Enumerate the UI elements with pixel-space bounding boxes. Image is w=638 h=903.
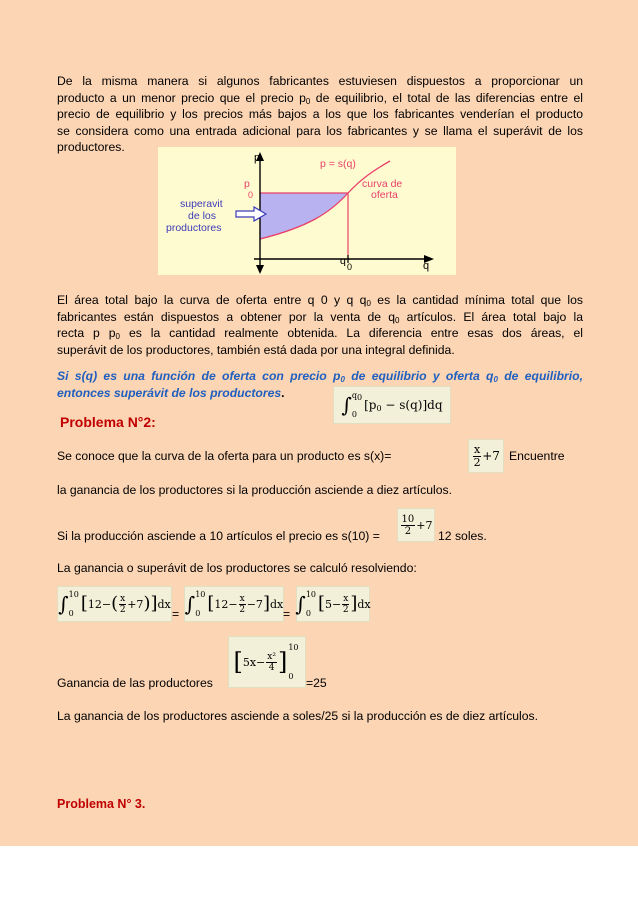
integral-sign: ∫ [341, 393, 352, 417]
area-line-3: recta p $p_0$ es la cantidad realmente obtenida. La diferencia entre esas dos áreas, el [57, 326, 583, 342]
axis-p-label: p [254, 152, 261, 164]
intro-line-1: De la misma manera si algunos fabricantes estuviesen dispuestos a proporcionar un [57, 74, 583, 88]
supply-function-formula: $\frac{x}{2}$ +7 [468, 439, 504, 473]
curve-equation-label: p = s(q) [320, 158, 356, 170]
definition-line-2: entonces superávit de los productores. [57, 385, 285, 400]
formula-limits: $q_0$ 0 [351, 391, 363, 419]
p-axis-arrow-bottom [256, 265, 264, 274]
definition-paragraph [57, 368, 583, 401]
calc-intro: La ganancia o superávit de los productores se calculó resolviendo: [57, 561, 417, 575]
region-label-1: superavit [180, 198, 223, 210]
price-formula: $\frac{10}{2}$ +7 [397, 508, 435, 542]
p0-subscript: 0 [248, 190, 254, 200]
integral-3: ∫ 10 0 [ 5− $\frac{x}{2}$ ] dx [296, 586, 370, 622]
intro-line-2: producto a un menor precio que el precio $p_0$ de equilibrio, el total de las diferencias entre el [57, 90, 583, 106]
p0-label: p [244, 178, 250, 190]
gain-value: =25 [306, 676, 327, 690]
area-line-1: El área total bajo la curva de oferta entre q 0 y q $q_0$ es la cantidad mínima total que los [57, 293, 583, 308]
integral-2: ∫ 10 0 [ 12− $\frac{x}{2}$ −7 ] dx [184, 586, 284, 622]
formula-body: $[p_0 - s(q)]dq$ [364, 398, 443, 413]
intro-paragraph [57, 73, 583, 156]
evaluation-formula: [ 5x− $\frac{\text{x²}}{4}$ ] 10 0 [228, 636, 306, 688]
curve-name-line-1: curva de [362, 178, 403, 190]
gain-label: Ganancia de las productores [57, 676, 213, 690]
integral-1: ∫ 10 0 [ 12− ( $\frac{x}{2}$ +7 ) ] dx [57, 586, 172, 622]
area-paragraph [57, 292, 583, 358]
problem-2-statement: Se conoce que la curva de la oferta para un producto es s(x)= [57, 449, 392, 463]
intro-line-4: se considera como una entrada adicional para los fabricantes y se llama el superávit de los [57, 123, 583, 138]
curve-name-line-2: oferta [371, 189, 398, 201]
problem-3-title: Problema N° 3. [57, 797, 146, 811]
surplus-region [260, 193, 348, 239]
supply-curve-figure [158, 147, 456, 275]
problem-2-statement-line-2: la ganancia de los productores si la producción asciende a diez artículos. [57, 483, 452, 497]
q0-label: q [340, 255, 346, 267]
axis-q-label: q [423, 260, 430, 272]
conclusion: La ganancia de los productores asciende a soles/25 si la producción es de diez artículos. [57, 709, 539, 723]
price-value: 12 soles. [438, 529, 487, 543]
q0-subscript: 0 [347, 262, 353, 272]
area-line-4: superávit de los productores, también está dada por una integral definida. [57, 342, 455, 357]
intro-line-5: productores. [57, 140, 125, 155]
equals-1: = [172, 607, 180, 621]
definition-line-1: Si s(q) es una función de oferta con precio $p_0$ de equilibrio y oferta $q_0$ de equilibrio, [57, 369, 583, 384]
problem-2-title: Problema N°2: [60, 414, 156, 430]
equals-2: = [283, 607, 291, 621]
intro-line-3: precio de equilibrio y los precios más bajos a los que los fabricantes venderían el producto [57, 107, 583, 122]
problem-2-statement-end: Encuentre [509, 449, 565, 463]
region-label-2: de los [188, 210, 217, 222]
region-label-3: productores [166, 222, 222, 234]
price-sentence: Si la producción asciende a 10 artículos el precio es s(10) = [57, 529, 380, 543]
area-line-2: fabricantes están dispuestos a obtener por la venta de $q_0$ artículos. El área total bajo la [57, 309, 583, 325]
